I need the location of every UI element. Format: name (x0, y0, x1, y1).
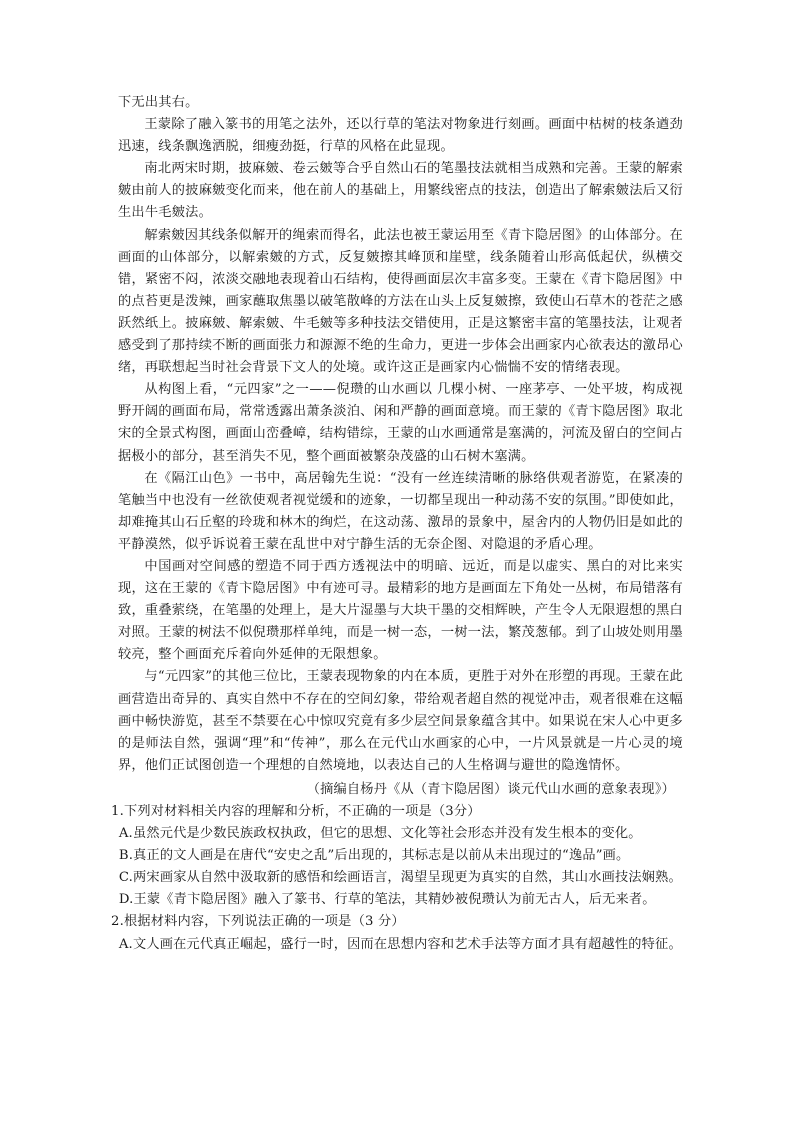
question-option: A.文人画在元代真正崛起，盛行一时，因而在思想内容和艺术手法等方面才具有超越性的特征。 (118, 936, 682, 952)
document-page (111, 92, 683, 956)
article-paragraph-8: 与“元四家”的其他三位比，王蒙表现物象的内在本质，更胜于对外在形塑的再现。王蒙在此画营造出奇异的、真实自然中不存在的空间幻象，带给观者超自然的视觉冲击，观者很难在这幅画中畅快游览，甚至不禁要在心中惊叹究竟有多少层空间景象蕴含其中。如果说在宋人心中更多的是师法自然，强调“理”和“传神”，那么在元代山水画家的心中，一片风景就是一片心灵的境界，他们正试图创造一个理想的自然境地，以表达自己的人生格调与避世的隐逸情怀。 (118, 669, 683, 773)
article-paragraph-6: 在《隔江山色》一书中，高居翰先生说：“没有一丝连续清晰的脉络供观者游览，在紧凑的笔触当中也没有一丝欲使观者视觉缓和的迹象，一切都呈现出一种动荡不安的氛围。”即使如此，却难掩其山石丘壑的玲珑和林木的绚烂，在这动荡、激昂的景象中，屋舍内的人物仍旧是如此的平静漠然，似乎诉说着王蒙在乱世中对宁静生活的无奈企图、对隐退的矛盾心理。 (118, 470, 683, 552)
question-stem: 2.根据材料内容，下列说法正确的一项是（3 分） (111, 914, 405, 930)
question-option: A.虽然元代是少数民族政权执政，但它的思想、文化等社会形态并没有发生根本的变化。 (118, 826, 642, 842)
article-paragraph-4: 解索皴因其线条似解开的绳索而得名，此法也被王蒙运用至《青卞隐居图》的山体部分。在画面的山体部分，以解索皴的方式，反复皴擦其峰顶和崖壁，线条随着山形高低起伏，纵横交错，紧密不闷，浓淡交融地表现着山石结构，使得画面层次丰富多变。王蒙在《青卞隐居图》中的点苔更是泼辣，画家蘸取焦墨以破笔散峰的方法在山头上反复皴擦，致使山石草木的苍茫之感跃然纸上。披麻皴、解索皴、牛毛皴等多种技法交错使用，正是这繁密丰富的笔墨技法，让观者感受到了那持续不断的画面张力和源源不绝的生命力，更进一步体会出画家内心欲表达的激昂心绪，再联想起当时社会背景下文人的处境。或许这正是画家内心惴惴不安的情绪表现。 (118, 227, 683, 376)
article-paragraph-2: 王蒙除了融入篆书的用笔之法外，还以行草的笔法对物象进行刻画。画面中枯树的枝条遒劲迅速，线条飘逸洒脱，细瘦劲挺，行草的风格在此显现。 (118, 117, 683, 155)
article-paragraph-7: 中国画对空间感的塑造不同于西方透视法中的明暗、远近，而是以虚实、黑白的对比来实现，这在王蒙的《青卞隐居图》中有迹可寻。最精彩的地方是画面左下角处一丛树，布局错落有致，重叠萦绕，在笔墨的处理上，是大片湿墨与大块干墨的交相辉映，产生令人无限遐想的黑白对照。王蒙的树法不似倪瓒那样单纯，而是一树一态，一树一法，繁茂葱郁。到了山坡处则用墨较亮，整个画面充斥着向外延伸的无限想象。 (118, 558, 683, 663)
question-stem: 1.下列对材料相关内容的理解和分析，不正确的一项是（3分） (111, 804, 481, 819)
article-paragraph-3: 南北两宋时期，披麻皴、卷云皴等合乎自然山石的笔墨技法就相当成熟和完善。王蒙的解索皴由前人的披麻皴变化而来，他在前人的基础上，用繁线密点的技法，创造出了解索皴法后又衍生出牛毛皴法。 (118, 161, 683, 221)
article-paragraph-5: 从构图上看，“元四家”之一——倪瓒的山水画以 几棵小树、一座茅亭、一处平坡，构成视野开阔的画面布局，常常透露出萧条淡泊、闲和严静的画面意境。而王蒙的《青卞隐居图》取北宋的全景式构图，画面山峦叠嶂，结构错综，王蒙的山水画通常是塞满的，河流及留白的空间占据极小的部分，甚至消失不见，整个画面被繁杂茂盛的山石树木塞满。 (118, 382, 683, 464)
question-option: C.两宋画家从自然中汲取新的感悟和绘画语言，渴望呈现更为真实的自然，其山水画技法娴熟。 (118, 870, 682, 886)
question-option: D.王蒙《青卞隐居图》融入了篆书、行草的笔法，其精妙被倪瓒认为前无古人，后无来者。 (118, 892, 656, 908)
question-1 (111, 801, 683, 911)
article-paragraph-1: 下无出其右。 (118, 95, 199, 110)
question-option: B.真正的文人画是在唐代“安史之乱”后出现的，其标志是以前从未出现过的“逸品”画。 (118, 848, 630, 864)
question-2 (111, 911, 683, 955)
article-source: （摘编自杨丹《从（青卞隐居图）谈元代山水画的意象表现》） (306, 781, 675, 797)
